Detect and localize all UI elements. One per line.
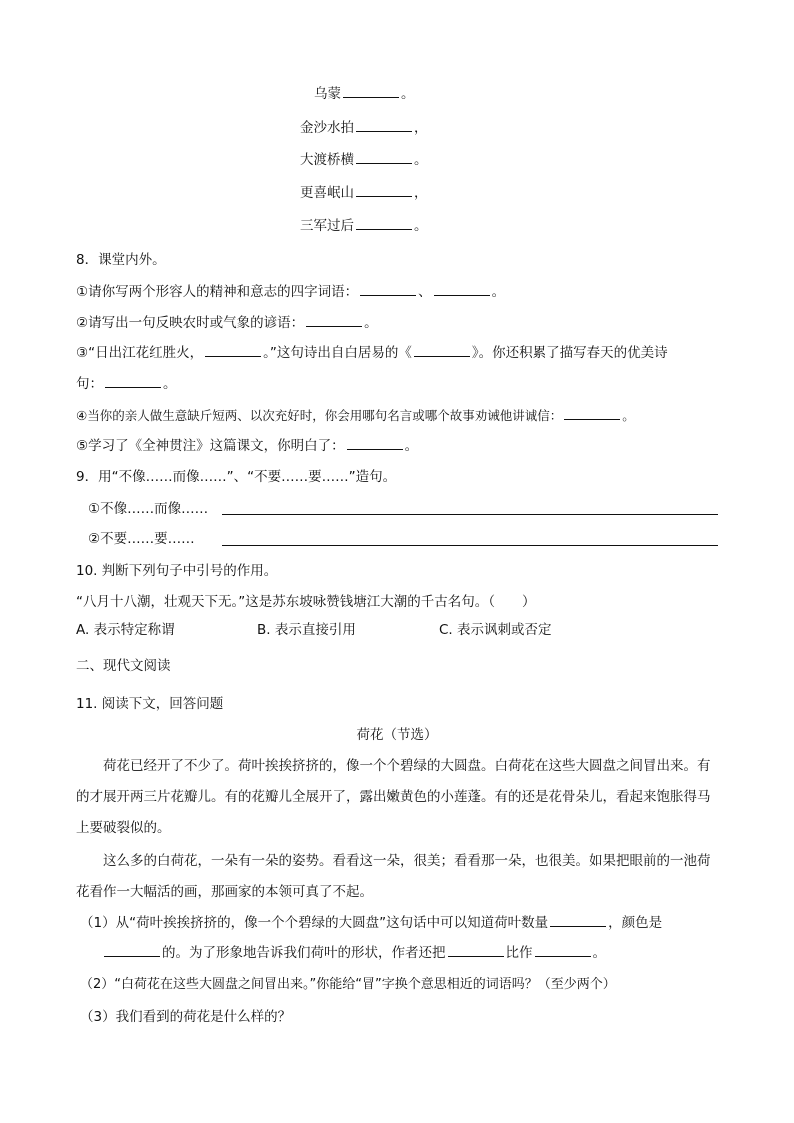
- q8-text: 、: [418, 284, 432, 300]
- q8-text: ④当你的亲人做生意缺斤短两、以次充好时，你会用哪句名言或哪个故事劝诫他讲诚信：: [76, 408, 563, 423]
- q8-text: 。”这句诗出自白居易的《: [263, 345, 412, 361]
- q10-option-a[interactable]: A. 表示特定称谓: [76, 622, 175, 638]
- q8-sub-3-cont: [76, 374, 177, 394]
- poem-punct: 。: [401, 86, 415, 102]
- answer-blank[interactable]: [550, 913, 606, 927]
- answer-blank[interactable]: [564, 406, 620, 420]
- answer-blank[interactable]: [356, 183, 412, 197]
- answer-blank[interactable]: [347, 436, 403, 450]
- q10-option-b[interactable]: B. 表示直接引用: [257, 622, 356, 638]
- q8-sub-3: [76, 343, 668, 363]
- answer-blank[interactable]: [448, 943, 504, 957]
- q9-title: 9．用“不像……而像……”、“不要……要……”造句。: [76, 469, 397, 485]
- section-heading: 二、现代文阅读: [76, 658, 171, 674]
- answer-blank[interactable]: [535, 943, 591, 957]
- q8-text: 》。你还积累了描写春天的优美诗: [471, 345, 668, 361]
- answer-blank[interactable]: [434, 282, 490, 296]
- poem-punct: 。: [414, 218, 428, 234]
- q8-sub-1: [76, 282, 505, 302]
- answer-blank[interactable]: [356, 118, 412, 132]
- q9-item-2: ②不要……要……: [88, 531, 195, 547]
- poem-line-2: [300, 118, 428, 138]
- poem-line-4: [300, 183, 428, 203]
- q11-text: （1）从“荷叶挨挨挤挤的，像一个个碧绿的大圆盘”这句话中可以知道荷叶数量: [80, 915, 549, 931]
- q11-text: 。: [592, 945, 606, 961]
- q10-sentence: “八月十八潮，壮观天下无。”这是苏东坡咏赞钱塘江大潮的千古名句。（ ）: [76, 594, 536, 610]
- q8-text: ①请你写两个形容人的精神和意志的四字词语：: [76, 284, 359, 300]
- q9-answer-line-2[interactable]: [222, 545, 718, 546]
- q8-text: ③“日出江花红胜火，: [76, 345, 204, 361]
- answer-blank[interactable]: [356, 150, 412, 164]
- q8-sub-5: [76, 436, 418, 456]
- q8-text: 。: [364, 315, 378, 331]
- q8-sub-4: [76, 406, 635, 426]
- q8-text: 。: [622, 408, 635, 423]
- answer-blank[interactable]: [343, 84, 399, 98]
- q11-sub-3: （3）我们看到的荷花是什么样的？: [80, 1009, 292, 1025]
- answer-blank[interactable]: [360, 282, 416, 296]
- q10-option-c[interactable]: C. 表示讽刺或否定: [439, 622, 552, 638]
- poem-text: 更喜岷山: [300, 185, 354, 201]
- q9-item-1: ①不像……而像……: [88, 501, 209, 517]
- poem-text: 金沙水拍: [300, 120, 354, 136]
- poem-text: 乌蒙: [314, 86, 341, 102]
- answer-blank[interactable]: [306, 313, 362, 327]
- passage-paragraph-1: 荷花已经开了不少了。荷叶挨挨挤挤的，像一个个碧绿的大圆盘。白荷花在这些大圆盘之间冒出来。有的才展开两三片花瓣儿。有的花瓣儿全展开了，露出嫩黄色的小莲蓬。有的还是花骨朵儿，看起来饱胀得马上要破裂似的。: [76, 758, 711, 836]
- poem-punct: 。: [414, 152, 428, 168]
- poem-punct: ，: [414, 120, 428, 136]
- q11-sub-1: [80, 913, 662, 933]
- poem-text: 三军过后: [300, 218, 354, 234]
- poem-line-5: [300, 216, 428, 236]
- answer-blank[interactable]: [356, 216, 412, 230]
- poem-punct: ，: [414, 185, 428, 201]
- q8-text: ⑤学习了《全神贯注》这篇课文，你明白了：: [76, 438, 345, 454]
- q8-text: 。: [163, 376, 177, 392]
- q8-title: 8．课堂内外。: [76, 252, 166, 268]
- q8-text: 。: [491, 284, 506, 300]
- poem-text: 大渡桥横: [300, 152, 354, 168]
- passage-title: 荷花（节选）: [356, 727, 438, 743]
- q11-text: 的。为了形象地告诉我们荷叶的形状，作者还把: [162, 945, 446, 961]
- q10-title: 10. 判断下列句子中引号的作用。: [76, 563, 278, 579]
- q8-text: 句：: [76, 376, 103, 392]
- q8-sub-2: [76, 313, 378, 333]
- poem-line-3: [300, 150, 428, 170]
- answer-blank[interactable]: [205, 343, 261, 357]
- answer-blank[interactable]: [105, 374, 161, 388]
- q9-answer-line-1[interactable]: [222, 514, 718, 515]
- q8-text: ②请写出一句反映农时或气象的谚语：: [76, 315, 305, 331]
- answer-blank[interactable]: [414, 343, 470, 357]
- passage-paragraph-2: 这么多的白荷花，一朵有一朵的姿势。看看这一朵，很美；看看那一朵，也很美。如果把眼前的一池荷花看作一大幅活的画，那画家的本领可真了不起。: [76, 853, 711, 900]
- answer-blank[interactable]: [104, 943, 160, 957]
- q11-sub-2: （2）“白荷花在这些大圆盘之间冒出来。”你能给“冒”字换个意思相近的词语吗？（至少两个）: [80, 977, 616, 992]
- q11-sub-1-cont: [80, 943, 606, 963]
- q11-text: ，颜色是: [608, 915, 663, 931]
- q11-title: 11. 阅读下文，回答问题: [76, 696, 224, 712]
- poem-line-1: [314, 84, 415, 104]
- q11-text: 比作: [505, 945, 533, 961]
- q8-text: 。: [404, 438, 419, 454]
